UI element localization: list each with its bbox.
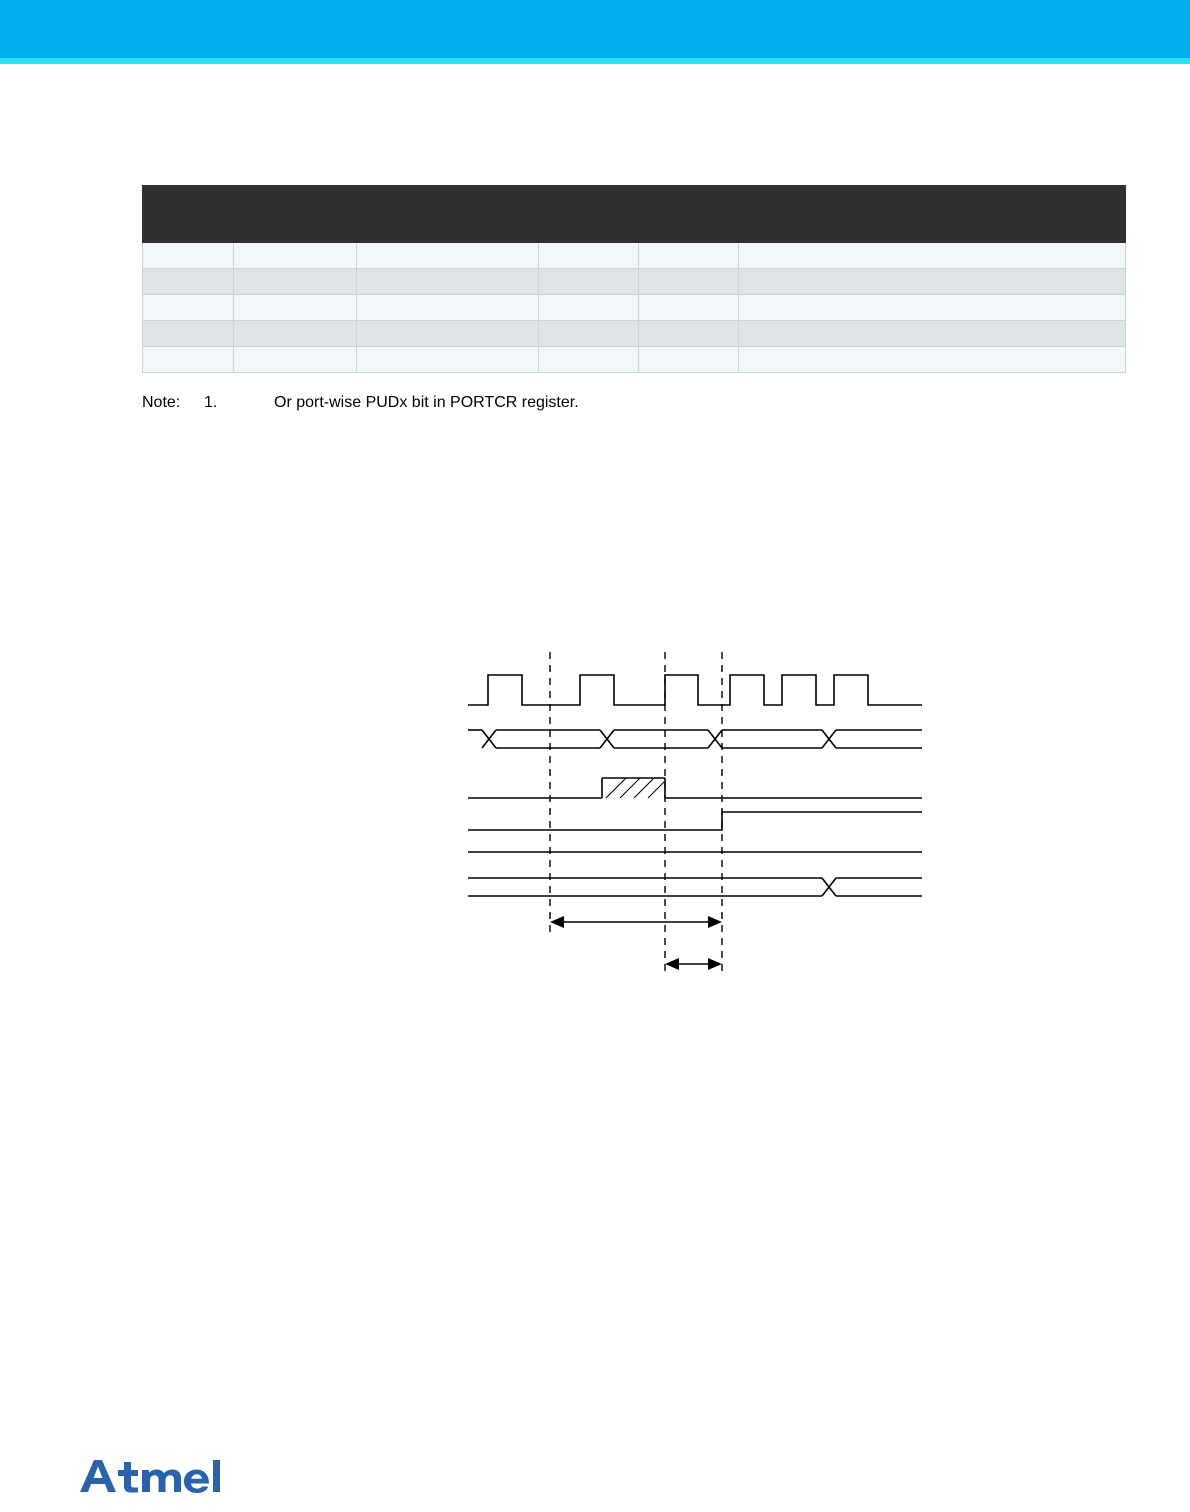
clock-waveform — [468, 675, 922, 705]
table-cell — [357, 295, 539, 321]
table-row — [143, 269, 1126, 295]
note-label: Note: — [142, 394, 181, 411]
table-cell — [143, 295, 234, 321]
table-row — [143, 347, 1126, 373]
table-cell — [639, 269, 739, 295]
table-header-cell — [143, 186, 234, 243]
table-cell — [357, 269, 539, 295]
table-cell — [639, 347, 739, 373]
table-row — [143, 243, 1126, 269]
page-header-banner — [0, 0, 1190, 58]
table-cell — [143, 321, 234, 347]
table-cell — [234, 321, 357, 347]
table-cell — [739, 295, 1126, 321]
table-note — [142, 394, 579, 412]
table-cell — [539, 243, 639, 269]
table-header-cell — [639, 186, 739, 243]
timing-diagram — [430, 630, 990, 1010]
output-bus-waveform — [468, 878, 922, 896]
table-cell — [143, 243, 234, 269]
data-bus-waveform — [468, 730, 922, 748]
table-cell — [143, 269, 234, 295]
atmel-logo — [72, 1452, 252, 1500]
table-row — [143, 321, 1126, 347]
table-cell — [234, 269, 357, 295]
table-cell — [639, 295, 739, 321]
register-table — [142, 185, 1126, 373]
table-cell — [234, 347, 357, 373]
table-cell — [639, 321, 739, 347]
short-interval-arrow — [665, 958, 722, 970]
table-cell — [739, 269, 1126, 295]
table-cell — [234, 243, 357, 269]
note-text: Or port-wise PUDx bit in PORTCR register. — [274, 394, 579, 411]
hatched-pulse-waveform — [468, 778, 922, 798]
table-header-row — [143, 186, 1126, 243]
table-cell — [739, 347, 1126, 373]
table-cell — [639, 243, 739, 269]
table-cell — [739, 243, 1126, 269]
table-header-cell — [539, 186, 639, 243]
long-interval-arrow — [550, 916, 722, 928]
table-header-cell — [234, 186, 357, 243]
table-cell — [357, 321, 539, 347]
page-header-accent-bar — [0, 58, 1190, 64]
table-cell — [739, 321, 1126, 347]
table-cell — [539, 347, 639, 373]
table-header-cell — [739, 186, 1126, 243]
table-cell — [143, 347, 234, 373]
register-table-container — [142, 185, 1125, 373]
table-cell — [539, 295, 639, 321]
note-number: 1. — [204, 394, 218, 411]
table-row — [143, 295, 1126, 321]
step-signal-waveform — [468, 812, 922, 830]
table-cell — [539, 269, 639, 295]
table-header-cell — [357, 186, 539, 243]
table-cell — [234, 295, 357, 321]
table-cell — [357, 243, 539, 269]
table-cell — [357, 347, 539, 373]
table-cell — [539, 321, 639, 347]
